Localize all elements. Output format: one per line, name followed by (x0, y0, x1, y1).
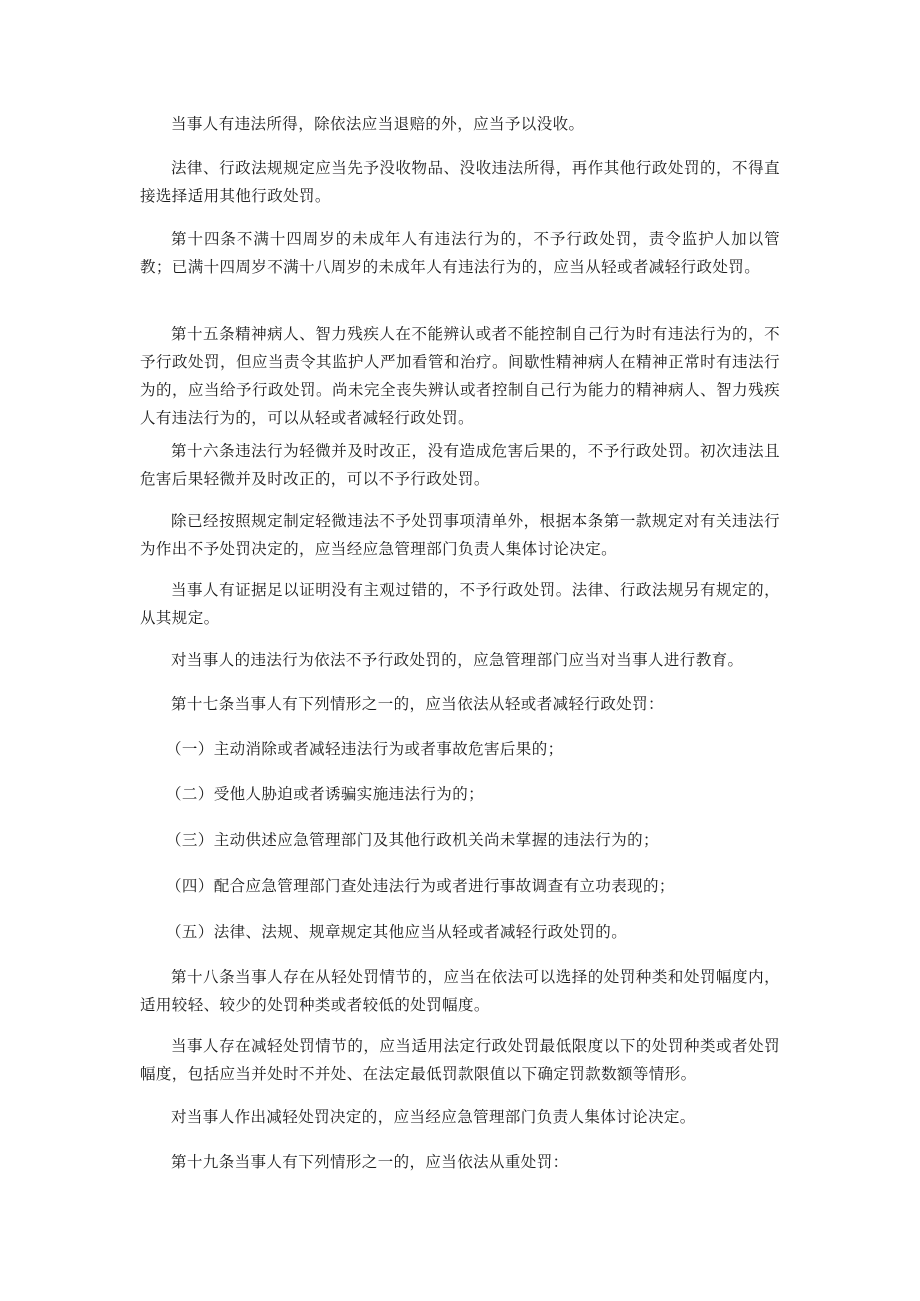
list-item: （四）配合应急管理部门查处违法行为或者进行事故调查有立功表现的； (166, 877, 675, 895)
paragraph: 除已经按照规定制定轻微违法不予处罚事项清单外，根据本条第一款规定对有关违法行为作出不予处罚决定的，应当经应急管理部门负责人集体讨论决定。 (140, 512, 780, 558)
paragraph: 第十四条不满十四周岁的未成年人有违法行为的，不予行政处罚，责令监护人加以管教；已满十四周岁不满十八周岁的未成年人有违法行为的，应当从轻或者减轻行政处罚。 (140, 230, 780, 276)
paragraph: 第十九条当事人有下列情形之一的，应当依法从重处罚： (171, 1153, 569, 1171)
paragraph: 当事人有证据足以证明没有主观过错的，不予行政处罚。法律、行政法规另有规定的，从其规定。 (140, 581, 780, 627)
paragraph: 第十五条精神病人、智力残疾人在不能辨认或者不能控制自己行为时有违法行为的，不予行政处罚，但应当责令其监护人严加看管和治疗。间歇性精神病人在精神正常时有违法行为的，应当给予行政处罚。尚未完全丧失辨认或者控制自己行为能力的精神病人、智力残疾人有违法行为的，可以从轻或者减轻行政处罚。 (140, 325, 780, 427)
list-item: （二）受他人胁迫或者诱骗实施违法行为的； (166, 785, 485, 803)
paragraph: 当事人有违法所得，除依法应当退赔的外，应当予以没收。 (171, 115, 585, 133)
paragraph: 当事人存在减轻处罚情节的，应当适用法定行政处罚最低限度以下的处罚种类或者处罚幅度，包括应当并处时不并处、在法定最低罚款限值以下确定罚款数额等情形。 (140, 1037, 780, 1083)
paragraph: 第十六条违法行为轻微并及时改正，没有造成危害后果的，不予行政处罚。初次违法且危害后果轻微并及时改正的，可以不予行政处罚。 (140, 442, 780, 488)
list-item: （五）法律、法规、规章规定其他应当从轻或者减轻行政处罚的。 (166, 923, 628, 941)
paragraph: 第十八条当事人存在从轻处罚情节的，应当在依法可以选择的处罚种类和处罚幅度内，适用较轻、较少的处罚种类或者较低的处罚幅度。 (140, 968, 780, 1014)
paragraph: 第十七条当事人有下列情形之一的，应当依法从轻或者减轻行政处罚： (171, 695, 664, 713)
list-item: （一）主动消除或者减轻违法行为或者事故危害后果的； (166, 740, 564, 758)
paragraph: 对当事人的违法行为依法不予行政处罚的，应急管理部门应当对当事人进行教育。 (171, 651, 744, 669)
list-item: （三）主动供述应急管理部门及其他行政机关尚未掌握的违法行为的； (166, 831, 659, 849)
paragraph: 法律、行政法规规定应当先予没收物品、没收违法所得，再作其他行政处罚的，不得直接选择适用其他行政处罚。 (140, 159, 780, 205)
paragraph: 对当事人作出减轻处罚决定的，应当经应急管理部门负责人集体讨论决定。 (171, 1108, 696, 1126)
